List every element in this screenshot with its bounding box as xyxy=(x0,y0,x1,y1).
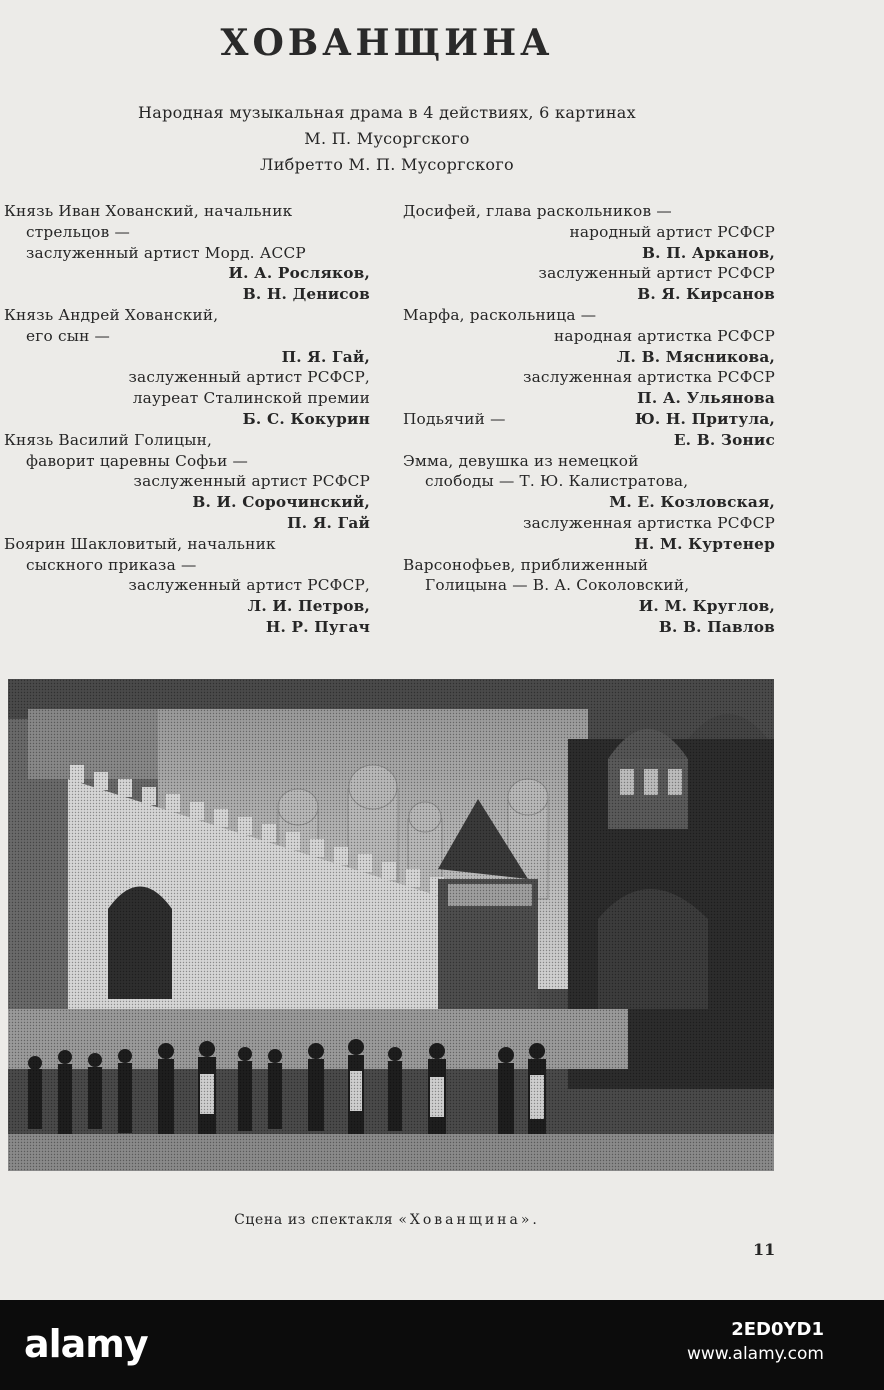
honorary-title: народная артистка РСФСР xyxy=(554,326,775,345)
role-description: стрельцов — xyxy=(26,222,130,241)
honorary-title: заслуженный артист РСФСР xyxy=(538,264,775,283)
performer-name: Е. В. Зонис xyxy=(673,430,775,449)
performer-name: Н. М. Куртенер xyxy=(634,534,775,553)
performer-name: П. Я. Гай, xyxy=(281,347,370,366)
performer-name: В. П. Арканов, xyxy=(642,243,775,262)
role-description: фаворит царевны Софьи — xyxy=(26,451,249,470)
performer-name: В. И. Сорочинский, xyxy=(192,493,370,512)
performer-name: И. М. Круглов, xyxy=(638,597,775,616)
alamy-logo: alamy xyxy=(24,1322,148,1366)
subtitle-libretto: Либретто М. П. Мусоргского xyxy=(260,155,514,174)
role-name: Подьячий — xyxy=(403,409,506,428)
performer-name: Л. И. Петров, xyxy=(247,597,370,616)
role-description-with-performer: слободы — Т. Ю. Калистратова, xyxy=(425,472,689,491)
cast-list-left xyxy=(4,201,370,638)
image-id: 2ED0YD1 xyxy=(731,1319,824,1340)
performer-name: В. Я. Кирсанов xyxy=(637,285,775,304)
alamy-url: www.alamy.com xyxy=(686,1344,824,1364)
cast-line xyxy=(403,409,775,430)
page-number: 11 xyxy=(753,1240,776,1259)
performer-name: И. А. Росляков, xyxy=(228,264,370,283)
honorary-title: народный артист РСФСР xyxy=(569,222,775,241)
caption-title: «Хованщина». xyxy=(398,1212,540,1228)
honorary-title: заслуженный артист РСФСР, xyxy=(128,368,370,387)
performer-name: Б. С. Кокурин xyxy=(242,409,370,428)
performer-name: П. А. Ульянова xyxy=(637,389,775,408)
honorary-title: заслуженная артистка РСФСР xyxy=(523,368,775,387)
honorary-title: заслуженный артист РСФСР, xyxy=(128,576,370,595)
honorary-title: заслуженная артистка РСФСР xyxy=(523,513,775,532)
role-description-with-performer: Голицына — В. А. Соколовский, xyxy=(425,576,690,595)
opera-title: ХОВАНЩИНА xyxy=(220,22,554,64)
performer-name: П. Я. Гай xyxy=(287,513,370,532)
role-name: Марфа, раскольница — xyxy=(403,305,597,324)
role-name: Князь Андрей Хованский, xyxy=(4,305,219,324)
caption-prefix: Сцена из спектакля xyxy=(234,1212,394,1228)
watermark-footer xyxy=(0,1300,884,1390)
role-name: Князь Василий Голицын, xyxy=(4,430,213,449)
performer-name: В. Н. Денисов xyxy=(242,285,370,304)
subtitle-genre: Народная музыкальная драма в 4 действиях, 6 картинах xyxy=(138,103,636,122)
role-name: Эмма, девушка из немецкой xyxy=(403,451,639,470)
role-name: Варсонофьев, приближенный xyxy=(403,555,649,574)
honorary-title: заслуженный артист РСФСР xyxy=(133,472,370,491)
scene-photo xyxy=(8,679,774,1171)
role-name: Досифей, глава раскольников — xyxy=(403,202,672,220)
role-name: Князь Иван Хованский, начальник xyxy=(4,202,293,220)
image-id-block xyxy=(687,1318,824,1366)
performer-name: Л. В. Мясникова, xyxy=(616,347,775,366)
performer-name: В. В. Павлов xyxy=(658,617,775,636)
role-name: Боярин Шакловитый, начальник xyxy=(4,534,276,553)
honorary-title: лауреат Сталинской премии xyxy=(132,389,370,408)
photo-caption xyxy=(0,1212,774,1228)
performer-name: Ю. Н. Притула, xyxy=(634,409,775,428)
role-description: его сын — xyxy=(26,326,111,345)
role-description: сыскного приказа — xyxy=(26,555,197,574)
performer-name: Н. Р. Пугач xyxy=(265,617,370,636)
cast-list-right xyxy=(403,201,775,638)
role-description: заслуженный артист Морд. АССР xyxy=(26,243,306,262)
performer-name: М. Е. Козловская, xyxy=(609,493,775,512)
subtitle-composer: М. П. Мусоргского xyxy=(304,129,470,148)
